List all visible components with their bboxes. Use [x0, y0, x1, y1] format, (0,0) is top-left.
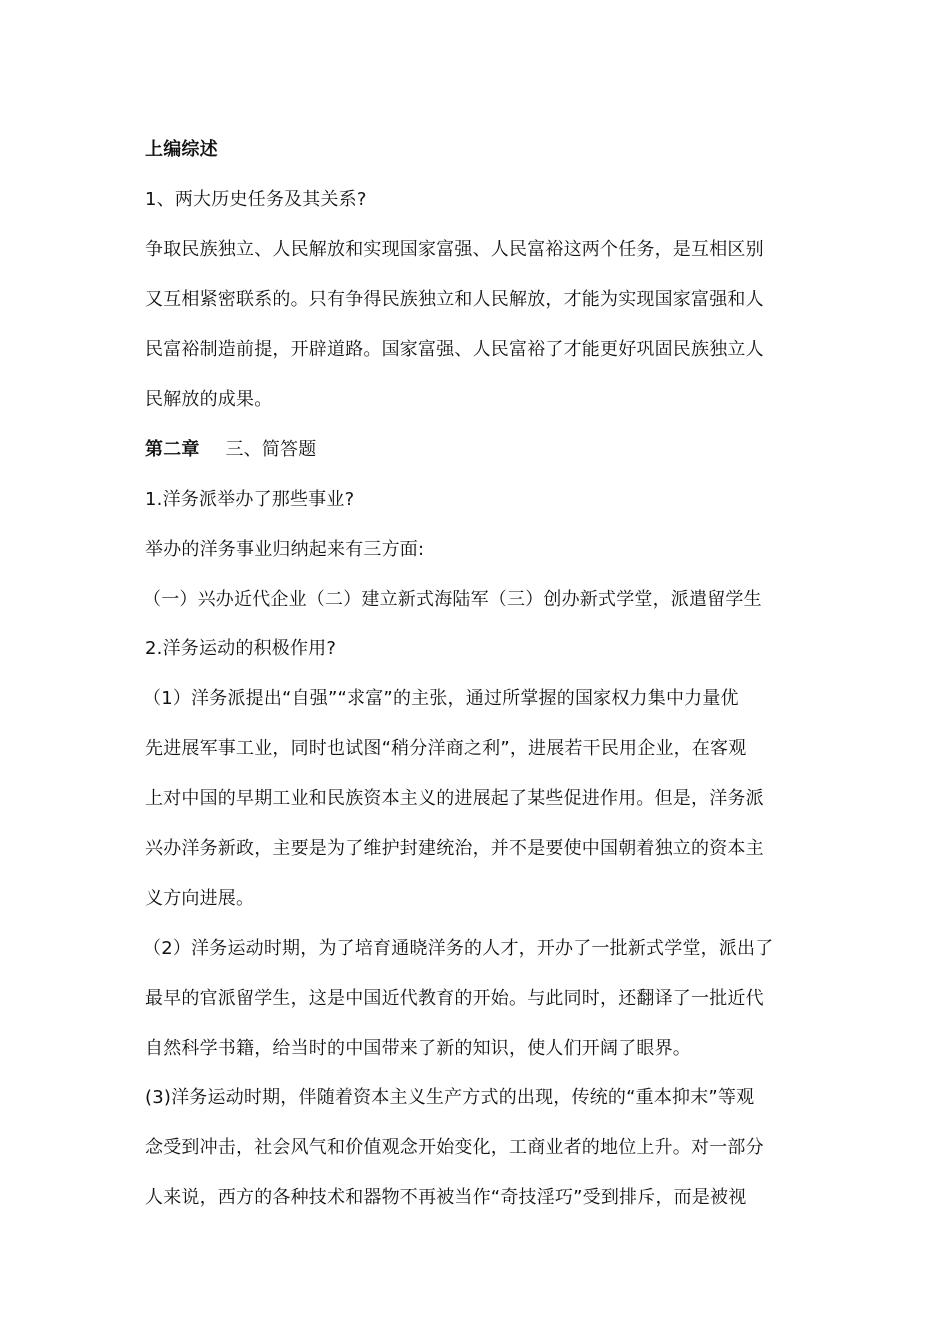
chapter-section-label: 三、简答题: [225, 439, 317, 460]
chapter-number: 第二章: [145, 439, 200, 460]
answer-1-line-4: 民解放的成果。: [145, 389, 273, 410]
question-3-title: 2.洋务运动的积极作用?: [145, 638, 337, 659]
point-1-line-4: 兴办洋务新政，主要是为了维护封建统治，并不是要使中国朝着独立的资本主: [145, 838, 764, 859]
point-1-line-1: （1）洋务派提出“自强”“求富”的主张，通过所掌握的国家权力集中力量优: [143, 688, 739, 709]
answer-1-line-2: 又互相紧密联系的。只有争得民族独立和人民解放，才能为实现国家富强和人: [145, 289, 764, 310]
point-1-line-5: 义方向进展。: [145, 888, 255, 909]
question-2-title: 1.洋务派举办了那些事业?: [145, 489, 355, 510]
point-3-line-2: 念受到冲击，社会风气和价值观念开始变化，工商业者的地位上升。对一部分: [145, 1137, 764, 1158]
answer-1-line-1: 争取民族独立、人民解放和实现国家富强、人民富裕这两个任务，是互相区别: [145, 239, 764, 260]
point-3-line-3: 人来说，西方的各种技术和器物不再被当作“奇技淫巧”受到排斥，而是被视: [145, 1187, 747, 1208]
answer-2: （一）兴办近代企业（二）建立新式海陆军（三）创办新式学堂，派遣留学生: [143, 589, 762, 610]
question-2-intro: 举办的洋务事业归纳起来有三方面:: [145, 539, 425, 560]
point-3-line-1: (3)洋务运动时期，伴随着资本主义生产方式的出现，传统的“重本抑末”等观: [145, 1087, 755, 1108]
point-2-line-2: 最早的官派留学生，这是中国近代教育的开始。与此同时，还翻译了一批近代: [145, 988, 764, 1009]
point-1-line-3: 上对中国的早期工业和民族资本主义的进展起了某些促进作用。但是，洋务派: [145, 788, 764, 809]
point-1-line-2: 先进展军事工业，同时也试图“稍分洋商之利”，进展若干民用企业，在客观: [145, 738, 747, 759]
point-2-line-3: 自然科学书籍，给当时的中国带来了新的知识，使人们开阔了眼界。: [145, 1038, 691, 1059]
chapter-heading: [145, 437, 316, 463]
point-2-line-1: （2）洋务运动时期，为了培育通晓洋务的人才，开办了一批新式学堂，派出了: [143, 938, 774, 959]
section-heading: 上编综述: [145, 139, 218, 160]
question-1-title: 1、两大历史任务及其关系?: [145, 189, 367, 210]
answer-1-line-3: 民富裕制造前提，开辟道路。国家富强、人民富裕了才能更好巩固民族独立人: [145, 339, 764, 360]
